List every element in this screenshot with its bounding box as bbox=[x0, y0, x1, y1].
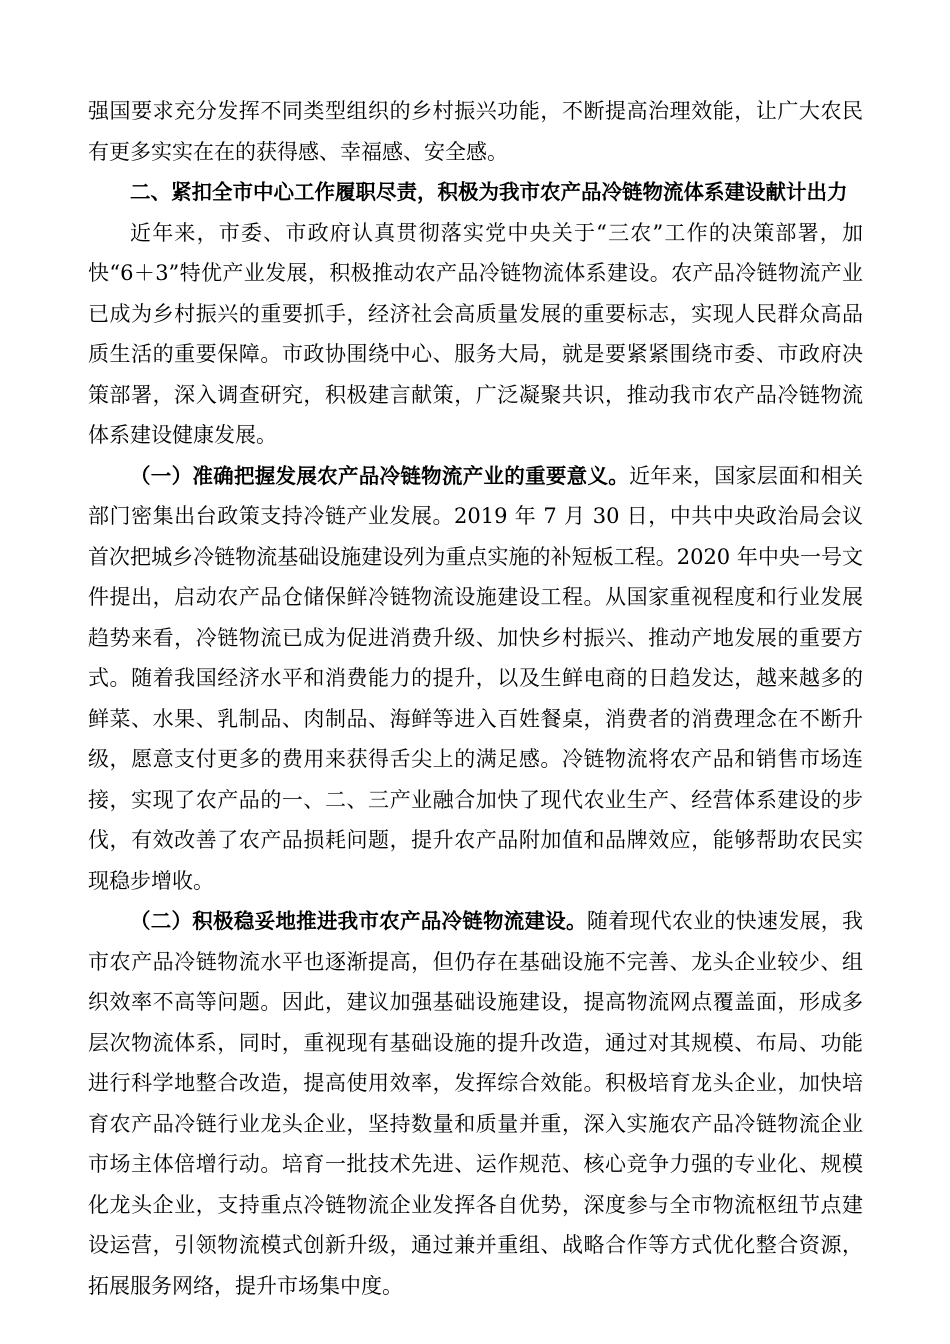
subsection-2-body: 随着现代农业的快速发展，我市农产品冷链物流水平也逐渐提高，但仍存在基础设施不完善、龙头企业较少、组织效率不高等问题。因此，建议加强基础设施建设，提高物流网点覆盖面，形成多层次物流体系，同时，重视现有基础设施的提升改造，通过对其规模、布局、功能进行科学地整合改造，提高使用效率，发挥综合效能。积极培育龙头企业，加快培育农产品冷链行业龙头企业，坚持数量和质量并重，深入实施农产品冷链物流企业市场主体倍增行动。培育一批技术先进、运作规范、核心竞争力强的专业化、规模化龙头企业，支持重点冷链物流企业发挥各自优势，深度参与全市物流枢纽节点建设运营，引领物流模式创新升级，通过兼并重组、战略合作等方式优化整合资源，拓展服务网络，提升市场集中度。 bbox=[88, 909, 864, 1298]
paragraph-intro: 近年来，市委、市政府认真贯彻落实党中央关于“三农”工作的决策部署，加快“6＋3”特优产业发展，积极推动农产品冷链物流体系建设。农产品冷链物流产业已成为乡村振兴的重要抓手，经济社会高质量发展的重要标志，实现人民群众高品质生活的重要保障。市政协围绕中心、服务大局，就是要紧紧围绕市委、市政府决策部署，深入调查研究，积极建言献策，广泛凝聚共识，推动我市农产品冷链物流体系建设健康发展。 bbox=[88, 220, 863, 447]
subsection-1-body: 近年来，国家层面和相关部门密集出台政策支持冷链产业发展。2019 年 7 月 30 日，中共中央政治局会议首次把城乡冷链物流基础设施建设列为重点实施的补短板工程。2020 年中央一号文件提出，启动农产品仓储保鲜冷链物流设施建设工程。从国家重视程度和行业发展趋势来看，冷链物流已成为促进消费升级、加快乡村振兴、推动产地发展的重要方式。随着我国经济水平和消费能力的提升，以及生鲜电商的日趋发达，越来越多的鲜菜、水果、乳制品、肉制品、海鲜等进入百姓餐桌，消费者的消费理念在不断升级，愿意支付更多的费用来获得舌尖上的满足感。冷链物流将农产品和销售市场连接，实现了农产品的一、二、三产业融合加快了现代农业生产、经营体系建设的步伐，有效改善了农产品损耗问题，提升农产品附加值和品牌效应，能够帮助农民实现稳步增收。 bbox=[88, 463, 864, 893]
subsection-1-heading: （一）准确把握发展农产品冷链物流产业的重要意义。 bbox=[130, 463, 630, 488]
paragraph-subsection-2 bbox=[88, 901, 863, 1306]
section-heading: 二、紧扣全市中心工作履职尽责，积极为我市农产品冷链物流体系建设献计出力 bbox=[130, 180, 848, 204]
paragraph-subsection-1 bbox=[88, 456, 863, 902]
subsection-2-heading: （二）积极稳妥地推进我市农产品冷链物流建设。 bbox=[130, 909, 587, 933]
paragraph-continuation: 强国要求充分发挥不同类型组织的乡村振兴功能，不断提高治理效能，让广大农民有更多实实在在的获得感、幸福感、安全感。 bbox=[88, 99, 863, 164]
document-body bbox=[88, 91, 863, 1306]
